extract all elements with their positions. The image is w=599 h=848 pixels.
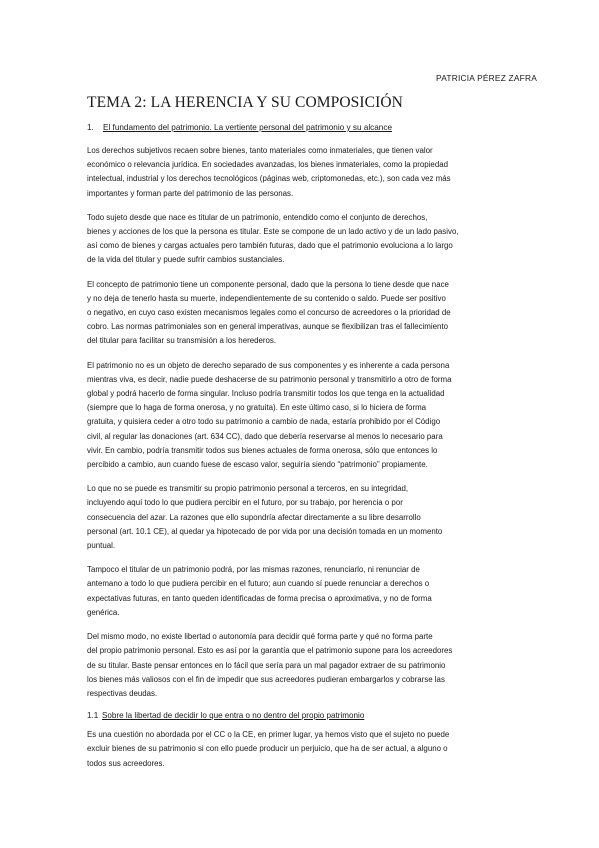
paragraph: Del mismo modo, no existe libertad o autonomía para decidir qué forma parte y qué no forma parte del propio patrimonio personal. Esto es así por la garantía que el patrimonio supone para los acreedores de su titular. Baste pensar entonces en lo fácil que sería para un mal pagador extraer de su patrimonio los bienes más valiosos con el fin de impedir que sus acreedores pudieran embargarlos y cobrarse las respectivas deudas. [87, 632, 453, 698]
section-number: 1. [87, 123, 94, 132]
subsection-heading-1-1 [87, 711, 517, 720]
paragraph: Es una cuestión no abordada por el CC o la CE, en primer lugar, ya hemos visto que el sujeto no puede excluir bienes de su patrimonio si con ello puede producir un perjuicio, que ha de ser actual, a alguno o todos sus acreedores. [87, 730, 450, 768]
subsection-number: 1.1 [87, 711, 99, 721]
paragraph: Todo sujeto desde que nace es titular de un patrimonio, entendido como el conjunto de derechos, bienes y acciones de los que la persona es titular. Este se compone de un lado activo y de un lado pasivo, así como de bienes y cargas actuales pero también futuras, dado que el patrimonio evoluciona a lo largo de la vida del titular y puede sufrir cambios sustanciales. [87, 212, 459, 265]
section-heading-text: El fundamento del patrimonio. La vertiente personal del patrimonio y su alcance [103, 123, 393, 132]
document-body [87, 123, 517, 781]
page-title: TEMA 2: LA HERENCIA Y SU COMPOSICIÓN [87, 94, 403, 111]
paragraph: El concepto de patrimonio tiene un componente personal, dado que la persona lo tiene desde que nace y no deja de tenerlo hasta su muerte, independientemente de su contenido o saldo. Puede ser positivo o negativo, en cuyo caso existen mecanismos legales como el concurso de acreedores o la prioridad de cobro. Las normas patrimoniales son en general imperativas, aunque se flexibilizan tras el fallecimiento del titular para facilitar su transmisión a los herederos. [87, 279, 451, 346]
section-heading-1 [87, 123, 517, 132]
paragraph: Los derechos subjetivos recaen sobre bienes, tanto materiales como inmateriales, que tienen valor económico o relevancia jurídica. En sociedades avanzadas, los bienes inmateriales, como la propiedad intelectual, industrial y los derechos tecnológicos (páginas web, criptomonedas, etc.), son cada vez más importantes y forman parte del patrimonio de las personas. [87, 146, 451, 198]
author-name: PATRICIA PÉREZ ZAFRA [436, 73, 537, 83]
paragraph: El patrimonio no es un objeto de derecho separado de sus componentes y es inherente a cada persona mientras viva, es decir, nadie puede deshacerse de su patrimonio personal y transmitirlo a otro de forma global y podrá hacerlo de forma singular. Incluso podría transmitir todos los que tenga en la actualidad (siempre que lo haga de forma onerosa, y no gratuita). En este último caso, si lo hiciera de forma gratuita, y quisiera ceder a otro todo su patrimonio a cambio de nada, estaría prohibido por el Código civil, al regular las donaciones (art. 634 CC), dado que debería reservarse al menos lo necesario para vivir. En cambio, podría transmitir todos sus bienes actuales de forma onerosa, sólo que entonces lo percibido a cambio, aun cuando fuese de escaso valor, seguiría siendo “patrimonio” propiamente. [87, 360, 452, 470]
paragraph: Lo que no se puede es transmitir su propio patrimonio personal a terceros, en su integridad, incluyendo aquí todo lo que pudiera percibir en el futuro, por su trabajo, por herencia o por consecuencia del azar. La razones que ello supondría afectar directamente a su libre desarrollo personal (art. 10.1 CE), al quedar ya hipotecado de por vida por una decisión tomada en un momento puntual. [87, 484, 443, 551]
subsection-heading-text: Sobre la libertad de decidir lo que entra o no dentro del propio patrimonio [102, 711, 365, 721]
paragraph: Tampoco el titular de un patrimonio podrá, por las mismas razones, renunciarlo, ni renunciar de antemano a todo lo que pudiera percibir en el futuro; aun cuando sí puede renunciar a derechos o expectativas futuras, en tanto queden identificadas de forma precisa o aproximativa, y no de forma genérica. [87, 565, 432, 617]
